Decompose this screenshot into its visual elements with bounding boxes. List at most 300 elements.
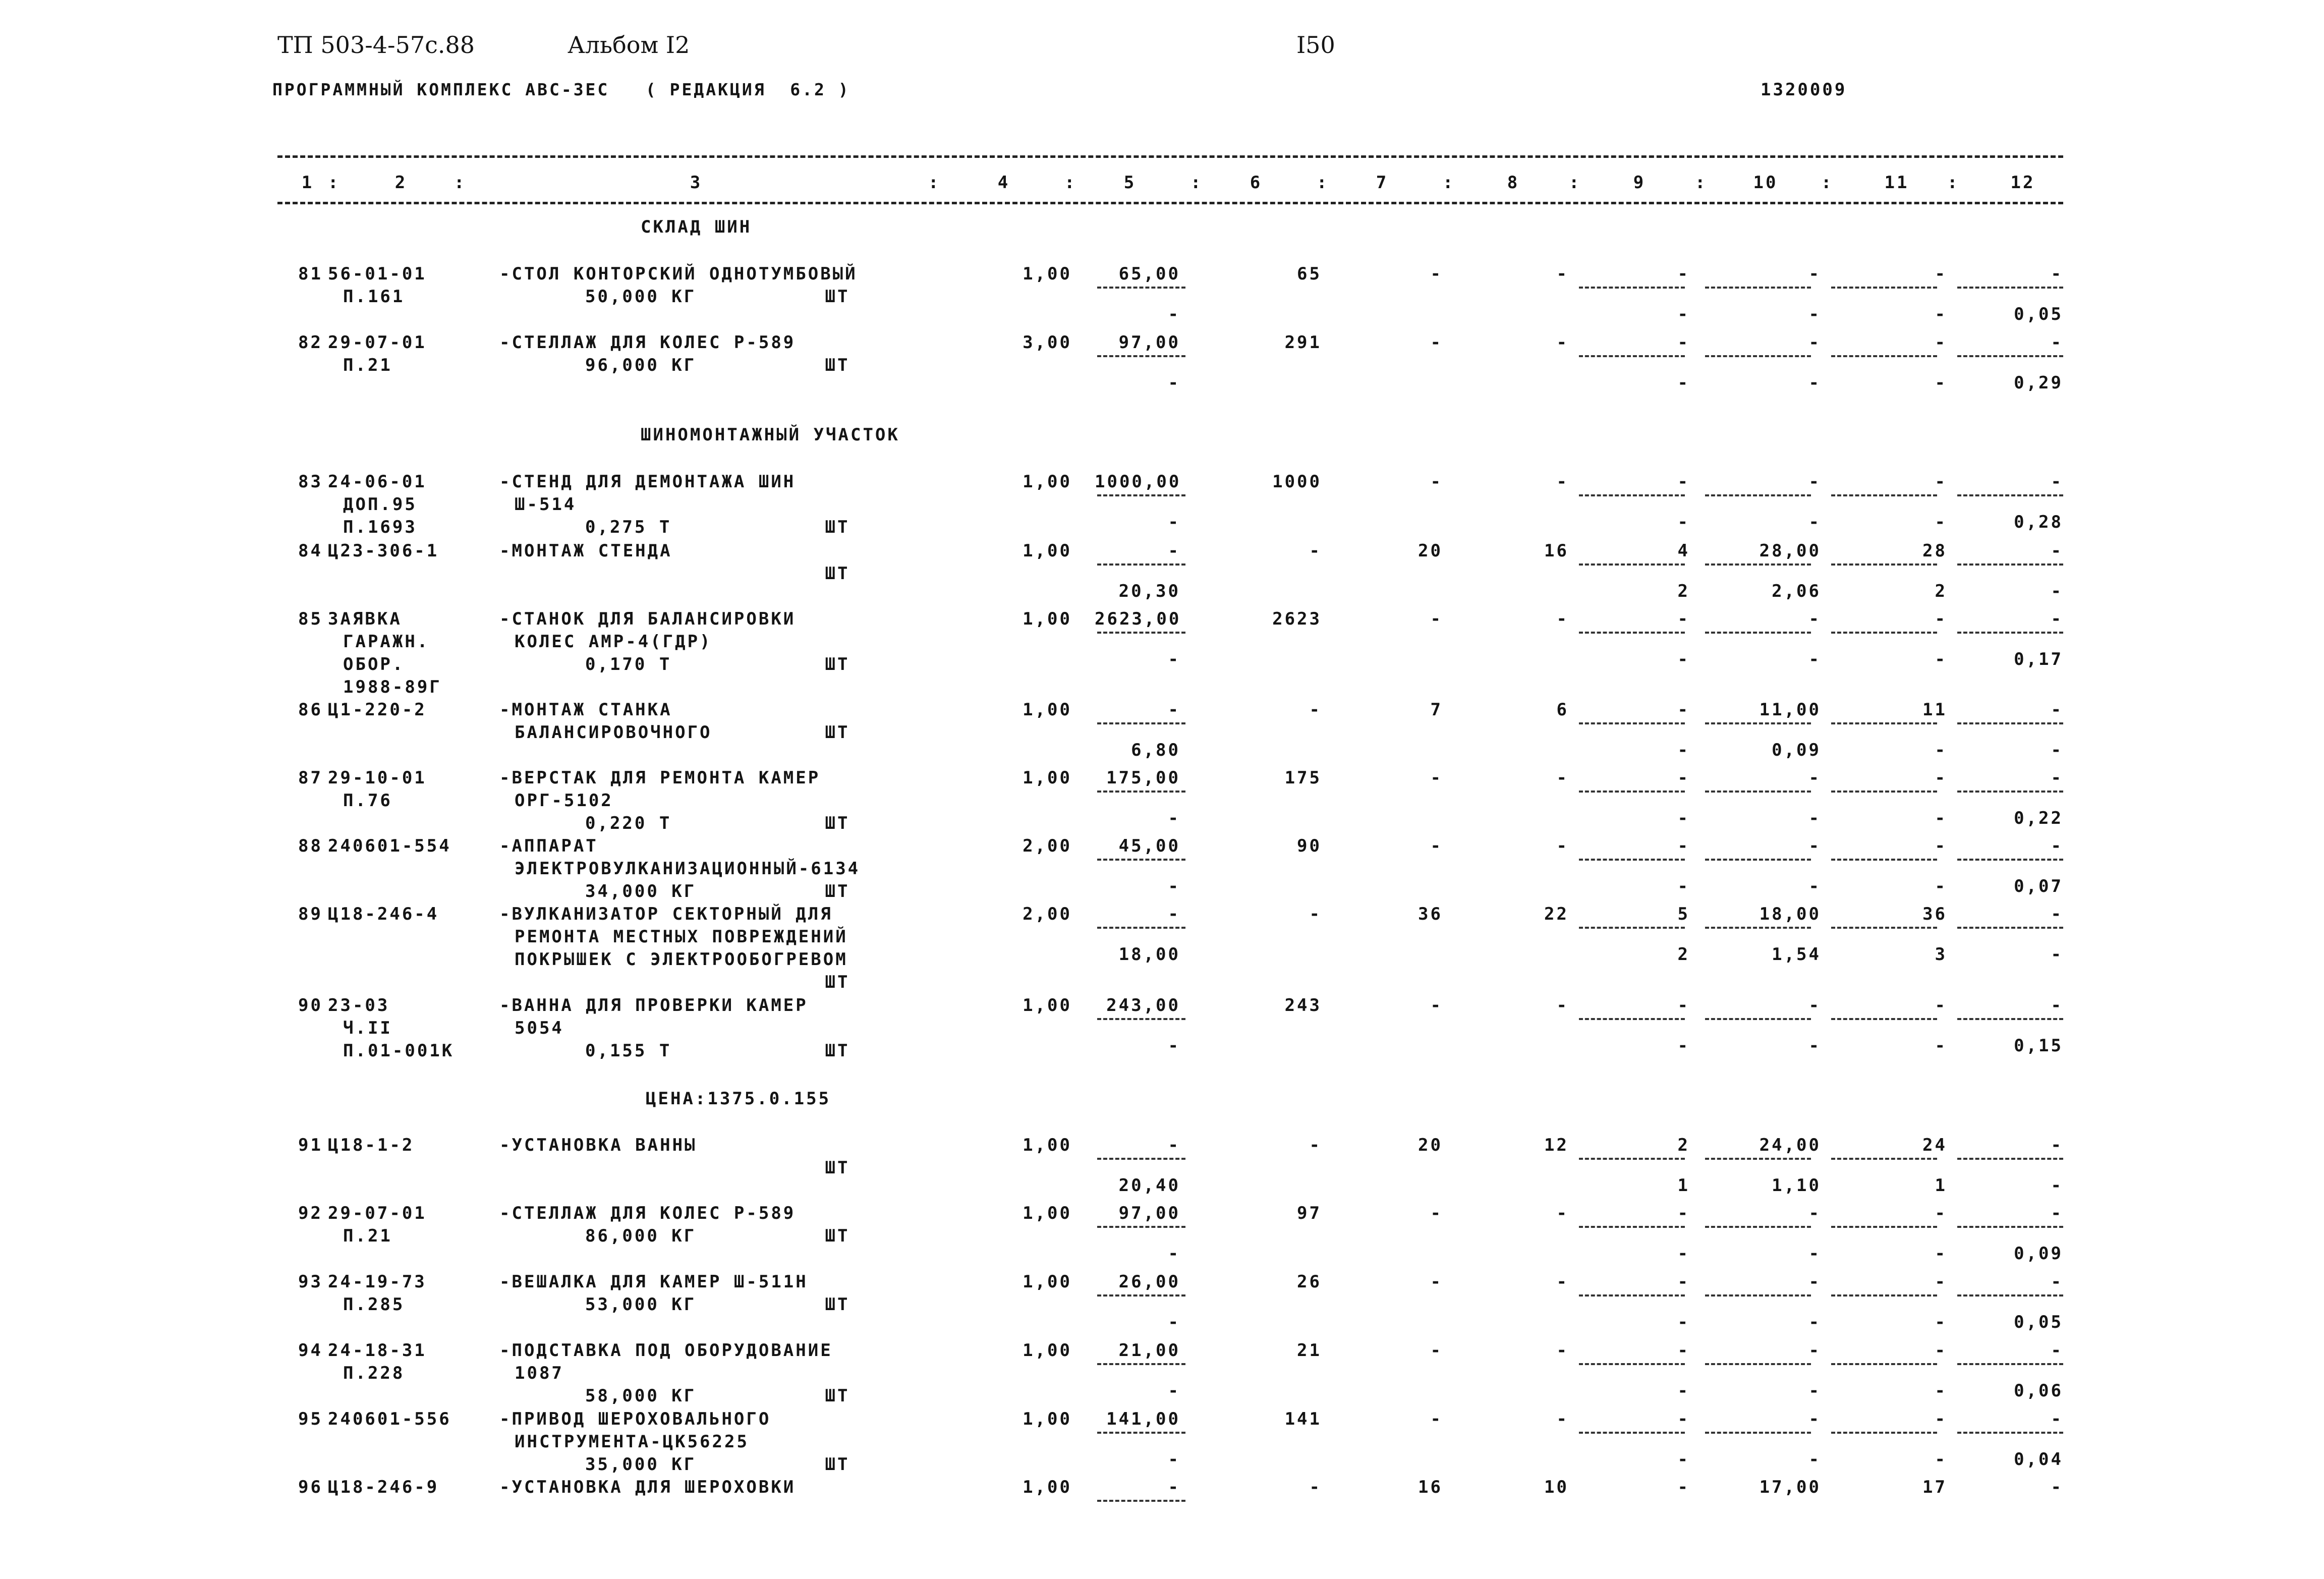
row-description: -МОНТАЖ СТАНКА [499,700,672,720]
row-number: 84 [298,541,323,561]
cell-divider [1097,632,1185,634]
column-divider: : [1821,173,1834,193]
cell-divider [1579,1294,1685,1296]
cell-divider [1957,563,2063,566]
cell-quantity: 1,00 [1023,1203,1072,1223]
cell-divider [1705,1432,1811,1434]
cell-col12: - [2051,836,2063,856]
row-code: 29-07-01 [328,1203,427,1223]
cell-col11: - [1935,768,1947,788]
cell-total: - [1309,541,1322,561]
cell-col11: 28 [1922,541,1947,561]
cell-price-labour: - [1168,1036,1180,1056]
cell-divider [1957,494,2063,496]
cell-divider [1705,287,1811,289]
cell-col11: - [1935,1409,1947,1429]
cell-col7: - [1430,472,1443,492]
cell-col12: - [2051,1409,2063,1429]
cell-col12: - [2051,1272,2063,1292]
row-code: 24-19-73 [328,1272,427,1292]
row-description: -СТОЛ КОНТОРСКИЙ ОДНОТУМБОВЫЙ [499,264,858,284]
cell-divider [1097,287,1185,289]
cell-quantity: 1,00 [1023,1135,1072,1155]
row-description: 34,000 КГ [585,881,697,901]
cell-col11: - [1935,1340,1947,1361]
cell-divider [1831,632,1937,634]
row-code: ДОП.95 [343,494,417,515]
cell-divider [1579,287,1685,289]
cell-col9: 4 [1677,541,1690,561]
cell-divider [1831,791,1937,793]
row-description: ОРГ-5102 [515,791,613,811]
cell-price: 141,00 [1106,1409,1180,1429]
row-description: 53,000 КГ [585,1294,697,1315]
cell-col8: 6 [1556,700,1569,720]
cell-quantity: 1,00 [1023,1409,1072,1429]
cell-total: 97 [1297,1203,1322,1223]
cell-divider [1705,632,1811,634]
cell-divider [1957,1018,2063,1020]
cell-divider [1579,563,1685,566]
cell-divider [1097,1432,1185,1434]
cell-col9: - [1677,836,1690,856]
cell-total: 2623 [1272,609,1322,629]
cell-col11: 24 [1922,1135,1947,1155]
cell-divider [1831,1158,1937,1160]
section-title-sklad: СКЛАД ШИН [641,217,752,237]
cell-col12-second: 0,29 [2014,373,2063,393]
cell-divider [1831,927,1937,929]
cell-price-labour: - [1168,1312,1180,1332]
column-header-6: 6 [1250,173,1263,193]
cell-price: 65,00 [1118,264,1180,284]
cell-col11: - [1935,472,1947,492]
cell-col9: - [1677,472,1690,492]
cell-col11: - [1935,1203,1947,1223]
cell-col9-second: - [1677,808,1690,828]
cell-col11: 17 [1922,1477,1947,1497]
cell-total: - [1309,1477,1322,1497]
cell-col11: - [1935,1272,1947,1292]
cell-quantity: 1,00 [1023,541,1072,561]
cell-price: 26,00 [1118,1272,1180,1292]
cell-divider [1579,355,1685,357]
cell-price-labour: - [1168,304,1180,324]
row-number: 92 [298,1203,323,1223]
column-header-7: 7 [1376,173,1389,193]
cell-divider [1097,1363,1185,1365]
column-divider: : [1317,173,1329,193]
row-unit: ШТ [825,563,850,584]
cell-divider [1705,791,1811,793]
program-line: ПРОГРАММНЫЙ КОМПЛЕКС АВС-3ЕС ( РЕДАКЦИЯ 6.2 ) [272,80,851,99]
row-description: РЕМОНТА МЕСТНЫХ ПОВРЕЖДЕНИЙ [515,927,848,947]
column-header-9: 9 [1633,173,1646,193]
cell-col8: - [1556,995,1569,1016]
cell-col10-second: 1,10 [1772,1175,1821,1196]
cell-col9-second: - [1677,1036,1690,1056]
column-divider: : [454,173,467,193]
column-header-12: 12 [2010,173,2035,193]
cell-quantity: 1,00 [1023,609,1072,629]
row-unit: ШТ [825,1158,850,1178]
cell-total: - [1309,904,1322,924]
row-code: П.21 [343,1226,392,1246]
cell-col11: - [1935,609,1947,629]
cell-col9-second: 1 [1677,1175,1690,1196]
row-number: 85 [298,609,323,629]
row-code: 56-01-01 [328,264,427,284]
cell-col9-second: - [1677,1381,1690,1401]
row-description: -УСТАНОВКА ДЛЯ ШЕРОХОВКИ [499,1477,796,1497]
cell-divider [1705,1226,1811,1228]
row-description: -СТЕЛЛАЖ ДЛЯ КОЛЕС Р-589 [499,332,796,353]
cell-col11: - [1935,264,1947,284]
cell-col9-second: - [1677,1449,1690,1470]
column-header-2: 2 [394,173,408,193]
cell-col11: 36 [1922,904,1947,924]
cell-col11-second: 1 [1935,1175,1947,1196]
cell-price-labour: - [1168,373,1180,393]
cell-divider [1831,355,1937,357]
cell-col10: 18,00 [1759,904,1821,924]
row-description: 86,000 КГ [585,1226,697,1246]
cell-quantity: 1,00 [1023,995,1072,1016]
row-description: -ВАННА ДЛЯ ПРОВЕРКИ КАМЕР [499,995,808,1016]
row-code: 240601-556 [328,1409,451,1429]
row-description: 35,000 КГ [585,1454,697,1475]
cell-col9: - [1677,1477,1690,1497]
cell-col11-second: - [1935,808,1947,828]
cell-col10-second: - [1808,1036,1821,1056]
cell-col11-second: - [1935,876,1947,896]
cell-divider [1097,1018,1185,1020]
cell-col9-second: - [1677,876,1690,896]
cell-col7: - [1430,1340,1443,1361]
cell-col12-second: 0,17 [2014,649,2063,669]
cell-divider [1097,927,1185,929]
header-rule-top [277,155,2063,158]
row-code: Ц18-1-2 [328,1135,415,1155]
row-unit: ШТ [825,1386,850,1406]
cell-col8: - [1556,768,1569,788]
cell-price: - [1168,1135,1180,1155]
cell-col9: - [1677,332,1690,353]
cell-col12: - [2051,768,2063,788]
column-divider: : [1191,173,1203,193]
cell-col9-second: 2 [1677,944,1690,965]
row-number: 94 [298,1340,323,1361]
cell-col10-second: 1,54 [1772,944,1821,965]
cell-col12: - [2051,264,2063,284]
column-header-1: 1 [301,173,314,193]
row-number: 83 [298,472,323,492]
cell-col8: 12 [1544,1135,1569,1155]
row-number: 96 [298,1477,323,1497]
cell-divider [1579,632,1685,634]
row-description: -МОНТАЖ СТЕНДА [499,541,672,561]
row-code: П.228 [343,1363,405,1383]
cell-col8: 22 [1544,904,1569,924]
cell-price: 21,00 [1118,1340,1180,1361]
cell-divider [1579,1226,1685,1228]
cell-price-labour: - [1168,1244,1180,1264]
cell-col11-second: - [1935,373,1947,393]
row-code: Ц1-220-2 [328,700,427,720]
cell-col11-second: - [1935,512,1947,532]
cell-divider [1957,355,2063,357]
cell-divider [1957,927,2063,929]
cell-col8: - [1556,1272,1569,1292]
cell-divider [1957,1432,2063,1434]
row-unit: ШТ [825,813,850,833]
cell-divider [1831,1018,1937,1020]
cell-divider [1831,287,1937,289]
cell-col10: - [1808,332,1821,353]
cell-price: - [1168,700,1180,720]
cell-col10-second: - [1808,1449,1821,1470]
row-description: -ВУЛКАНИЗАТОР СЕКТОРНЫЙ ДЛЯ [499,904,833,924]
cell-divider [1097,1500,1185,1502]
row-number: 95 [298,1409,323,1429]
cell-divider [1097,1294,1185,1296]
cell-total: 90 [1297,836,1322,856]
cell-quantity: 1,00 [1023,1340,1072,1361]
cell-col7: 36 [1418,904,1443,924]
row-code: 24-18-31 [328,1340,427,1361]
doc-code: ТП 503-4-57с.88 [277,31,475,59]
cell-col12-second: 0,09 [2014,1244,2063,1264]
cell-col7: - [1430,264,1443,284]
cell-quantity: 1,00 [1023,1477,1072,1497]
cell-col11-second: - [1935,1381,1947,1401]
cell-col12-second: - [2051,1175,2063,1196]
cell-quantity: 2,00 [1023,904,1072,924]
column-header-10: 10 [1753,173,1778,193]
cell-col10: - [1808,264,1821,284]
cell-divider [1579,494,1685,496]
cell-total: 141 [1284,1409,1322,1429]
row-description: ИНСТРУМЕНТА-ЦК56225 [515,1432,749,1452]
row-unit: ШТ [825,287,850,307]
cell-col8: - [1556,332,1569,353]
cell-total: 26 [1297,1272,1322,1292]
cell-price: 97,00 [1118,332,1180,353]
row-description: 5054 [515,1018,564,1038]
row-code: П.21 [343,355,392,375]
cell-divider [1705,355,1811,357]
cell-col9: - [1677,264,1690,284]
row-number: 91 [298,1135,323,1155]
row-description: БАЛАНСИРОВОЧНОГО [515,722,712,743]
cell-quantity: 1,00 [1023,1272,1072,1292]
cell-col10: - [1808,1272,1821,1292]
row-description: 96,000 КГ [585,355,697,375]
cell-total: 65 [1297,264,1322,284]
cell-col11-second: - [1935,649,1947,669]
cell-col8: - [1556,609,1569,629]
cell-col9: - [1677,609,1690,629]
row-unit: ШТ [825,1226,850,1246]
cell-col8: 16 [1544,541,1569,561]
row-unit: ШТ [825,517,850,537]
cell-col10-second: - [1808,512,1821,532]
cell-price: - [1168,541,1180,561]
cell-col12: - [2051,1477,2063,1497]
cell-col12-second: 0,22 [2014,808,2063,828]
cell-divider [1097,791,1185,793]
cell-col12: - [2051,541,2063,561]
cell-col10: 28,00 [1759,541,1821,561]
cell-divider [1705,494,1811,496]
cell-col8: - [1556,1203,1569,1223]
cell-col10-second: - [1808,1381,1821,1401]
row-code: Ц23-306-1 [328,541,439,561]
cell-price: 2623,00 [1095,609,1181,629]
cell-col11-second: - [1935,740,1947,760]
row-number: 90 [298,995,323,1016]
cell-col11-second: 2 [1935,581,1947,601]
cell-price-labour: 20,40 [1118,1175,1180,1196]
cell-col12-second: - [2051,944,2063,965]
cell-col10-second: - [1808,1312,1821,1332]
cell-col10: - [1808,1203,1821,1223]
cell-col12-second: 0,05 [2014,304,2063,324]
cell-divider [1705,722,1811,724]
cell-divider [1957,1363,2063,1365]
column-divider: : [1695,173,1708,193]
cell-divider [1097,1158,1185,1160]
column-header-5: 5 [1123,173,1137,193]
cell-col7: - [1430,332,1443,353]
cell-col7: - [1430,1203,1443,1223]
row-unit: ШТ [825,1454,850,1475]
row-description: -УСТАНОВКА ВАННЫ [499,1135,697,1155]
cell-price: 243,00 [1106,995,1180,1016]
cell-col9-second: 2 [1677,581,1690,601]
row-code: 1988-89Г [343,677,442,697]
cell-col11: - [1935,332,1947,353]
row-code: 23-03 [328,995,390,1016]
row-code: 24-06-01 [328,472,427,492]
cell-divider [1579,1018,1685,1020]
cell-col9: - [1677,700,1690,720]
row-code: 29-10-01 [328,768,427,788]
cell-quantity: 2,00 [1023,836,1072,856]
row-code: 29-07-01 [328,332,427,353]
cell-divider [1957,791,2063,793]
cell-col11: - [1935,995,1947,1016]
row-description: КОЛЕС АМР-4(ГДР) [515,632,712,652]
cell-col10-second: - [1808,373,1821,393]
cell-col10: - [1808,768,1821,788]
row-description: -ПРИВОД ШЕРОХОВАЛЬНОГО [499,1409,771,1429]
cell-col10-second: - [1808,808,1821,828]
cell-price-labour: - [1168,808,1180,828]
cell-col9-second: - [1677,304,1690,324]
cell-col11-second: - [1935,1312,1947,1332]
cell-col12: - [2051,1340,2063,1361]
row-code: ОБОР. [343,654,405,674]
row-description: -ВЕРСТАК ДЛЯ РЕМОНТА КАМЕР [499,768,821,788]
cell-col10: - [1808,609,1821,629]
cell-col9: - [1677,1203,1690,1223]
cell-col7: - [1430,1272,1443,1292]
row-number: 88 [298,836,323,856]
row-number: 86 [298,700,323,720]
cell-col9: - [1677,1409,1690,1429]
column-divider: : [1443,173,1455,193]
row-code: П.01-001К [343,1041,455,1061]
cell-col9-second: - [1677,512,1690,532]
row-unit: ШТ [825,1041,850,1061]
cell-quantity: 3,00 [1023,332,1072,353]
row-description: ЭЛЕКТРОВУЛКАНИЗАЦИОННЫЙ-6134 [515,859,861,879]
row-description: 1087 [515,1363,564,1383]
cell-divider [1705,1294,1811,1296]
cell-col12: - [2051,995,2063,1016]
cell-total: 21 [1297,1340,1322,1361]
row-code: Ц18-246-4 [328,904,439,924]
cell-divider [1579,927,1685,929]
cell-divider [1831,859,1937,861]
row-code: ЗАЯВКА [328,609,402,629]
cell-price-labour: - [1168,1449,1180,1470]
cell-col11: 11 [1922,700,1947,720]
cell-divider [1831,494,1937,496]
cell-divider [1097,859,1185,861]
row-number: 81 [298,264,323,284]
cell-col9-second: - [1677,740,1690,760]
cell-divider [1957,1226,2063,1228]
cell-total: 1000 [1272,472,1322,492]
cell-divider [1579,791,1685,793]
cell-divider [1705,563,1811,566]
cell-divider [1579,1432,1685,1434]
cell-col9: - [1677,1340,1690,1361]
row-unit: ШТ [825,654,850,674]
cell-col12: - [2051,1135,2063,1155]
cell-price-labour: 18,00 [1118,944,1180,965]
cell-divider [1957,1158,2063,1160]
column-divider: : [1569,173,1581,193]
column-divider: : [1064,173,1077,193]
cell-divider [1579,1158,1685,1160]
row-description: 50,000 КГ [585,287,697,307]
row-description: 58,000 КГ [585,1386,697,1406]
cell-col10: 17,00 [1759,1477,1821,1497]
cell-col10: 11,00 [1759,700,1821,720]
cell-col10-second: - [1808,876,1821,896]
cell-col11-second: - [1935,304,1947,324]
cell-col7: 7 [1430,700,1443,720]
cell-divider [1705,1363,1811,1365]
cell-divider [1579,722,1685,724]
row-description: 0,220 Т [585,813,672,833]
cell-col9-second: - [1677,1312,1690,1332]
cell-col9: 5 [1677,904,1690,924]
cell-col8: - [1556,264,1569,284]
cell-col8: - [1556,836,1569,856]
cell-col12-second: 0,28 [2014,512,2063,532]
row-unit: ШТ [825,355,850,375]
cell-price: 1000,00 [1095,472,1181,492]
cell-col11-second: - [1935,1449,1947,1470]
cell-divider [1097,355,1185,357]
cell-col11-second: 3 [1935,944,1947,965]
cell-col7: 20 [1418,1135,1443,1155]
cell-col12-second: 0,06 [2014,1381,2063,1401]
